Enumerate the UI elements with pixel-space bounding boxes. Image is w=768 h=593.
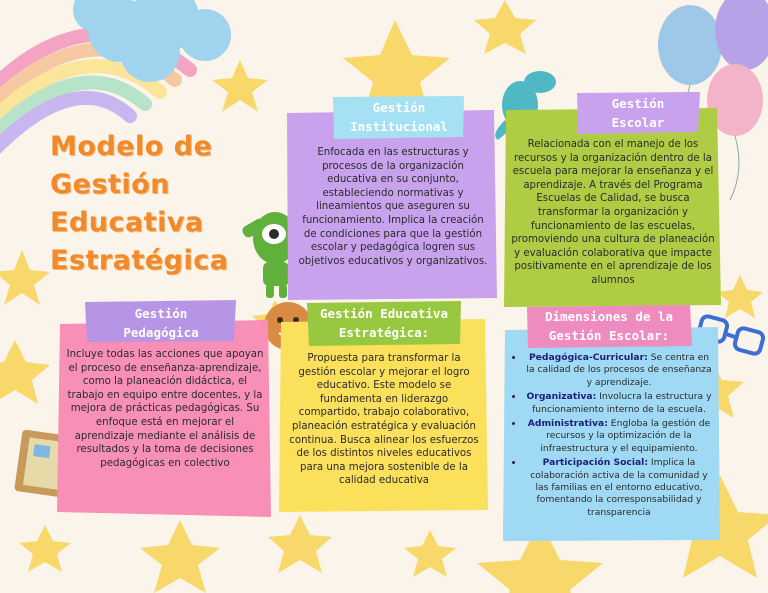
list-item xyxy=(524,391,714,416)
heading-line: Gestión xyxy=(372,100,426,115)
pedagogica-heading xyxy=(87,304,235,342)
estrategica-card xyxy=(288,352,480,488)
institucional-card xyxy=(296,146,490,268)
heading-line: Gestión Escolar: xyxy=(548,328,670,343)
heading-line: Institucional xyxy=(350,119,448,134)
star-icon xyxy=(140,520,220,593)
list-item xyxy=(524,352,714,389)
dimensiones-list xyxy=(512,352,714,519)
heading-line: Gestión xyxy=(134,306,188,321)
dimension-term: Organizativa: xyxy=(526,391,597,403)
estrategica-body: Propuesta para transformar la gestión escolar y mejorar el logro educativo. Este modelo se fundamenta en liderazgo compartido, trabajo colaborativo, planeación estratégica y evaluación continua. Busca alinear los esfuerzos de los distintos niveles educativos para una mejora sostenible de la calidad educativa xyxy=(289,353,479,487)
dimension-text: Engloba la gestión de recursos y la optimización de la infraestructura y el equipamiento. xyxy=(540,418,711,454)
dimensiones-card xyxy=(512,352,714,521)
heading-line: Pedagógica xyxy=(123,325,199,340)
title-line: Estratégica xyxy=(50,245,229,276)
star-icon xyxy=(0,340,50,404)
heading-line: Estratégica: xyxy=(338,325,430,340)
title-line: Gestión xyxy=(50,169,170,200)
escolar-heading xyxy=(578,94,698,132)
heading-line: Dimensiones de la xyxy=(545,309,673,324)
dimensiones-heading xyxy=(528,307,690,345)
estrategica-heading xyxy=(308,304,460,342)
list-item xyxy=(524,457,714,519)
dimension-text: Se centra en la calidad de los procesos de enseñanza y aprendizaje. xyxy=(526,352,712,388)
star-icon xyxy=(404,530,456,577)
star-icon xyxy=(474,0,536,54)
heading-line: Gestión Educativa xyxy=(320,306,448,321)
star-icon xyxy=(19,525,71,572)
star-icon xyxy=(0,250,50,305)
star-icon xyxy=(268,515,332,573)
escolar-body: Relacionada con el manejo de los recursos y la organización dentro de la escuela para mejorar la enseñanza y el aprendizaje. A través del Programa Escuelas de Calidad, se busca transformar la organización y funcionamiento de las escuelas, promoviendo una cultura de planeación y evaluación colaborativa que impacte positivamente en el aprendizaje de los alumnos xyxy=(511,139,715,286)
dimension-term: Administrativa: xyxy=(527,418,608,430)
star-icon xyxy=(717,275,763,318)
list-item xyxy=(524,418,714,455)
pedagogica-card xyxy=(66,348,264,470)
dimension-term: Participación Social: xyxy=(542,457,648,469)
escolar-card xyxy=(510,138,716,288)
dimension-text: Involucra la estructura y funcionamiento interno de la escuela. xyxy=(532,391,712,415)
title-line: Educativa xyxy=(50,207,204,238)
pedagogica-body: Incluye todas las acciones que apoyan el proceso de enseñanza-aprendizaje, como la planeación didáctica, el trabajo en equipo entre docentes, y la mejora de prácticas pedagógicas. Su enfoque está en mejorar el aprendizaje mediante el análisis de resultados y la toma de decisiones pedagógicas en colectivo xyxy=(66,349,264,469)
institucional-body: Enfocada en las estructuras y procesos de la organización educativa en su conjunto, estableciendo normativas y lineamientos que aseguren su funcionamiento. Implica la creación de condiciones para que la gestión escolar y pedagógica logren sus objetivos educativos y organizativos. xyxy=(298,147,488,267)
institucional-heading xyxy=(334,98,464,136)
star-icon xyxy=(212,60,268,112)
title-line: Modelo de xyxy=(50,131,213,162)
dimension-text: Implica la colaboración activa de la comunidad y las familias en el entorno educativo, fomentando la corresponsabilidad y transparencia xyxy=(530,457,708,518)
page-title xyxy=(50,128,255,280)
heading-line: Gestión xyxy=(611,96,665,111)
dimension-term: Pedagógica-Curricular: xyxy=(528,352,648,363)
heading-line: Escolar xyxy=(611,115,665,130)
